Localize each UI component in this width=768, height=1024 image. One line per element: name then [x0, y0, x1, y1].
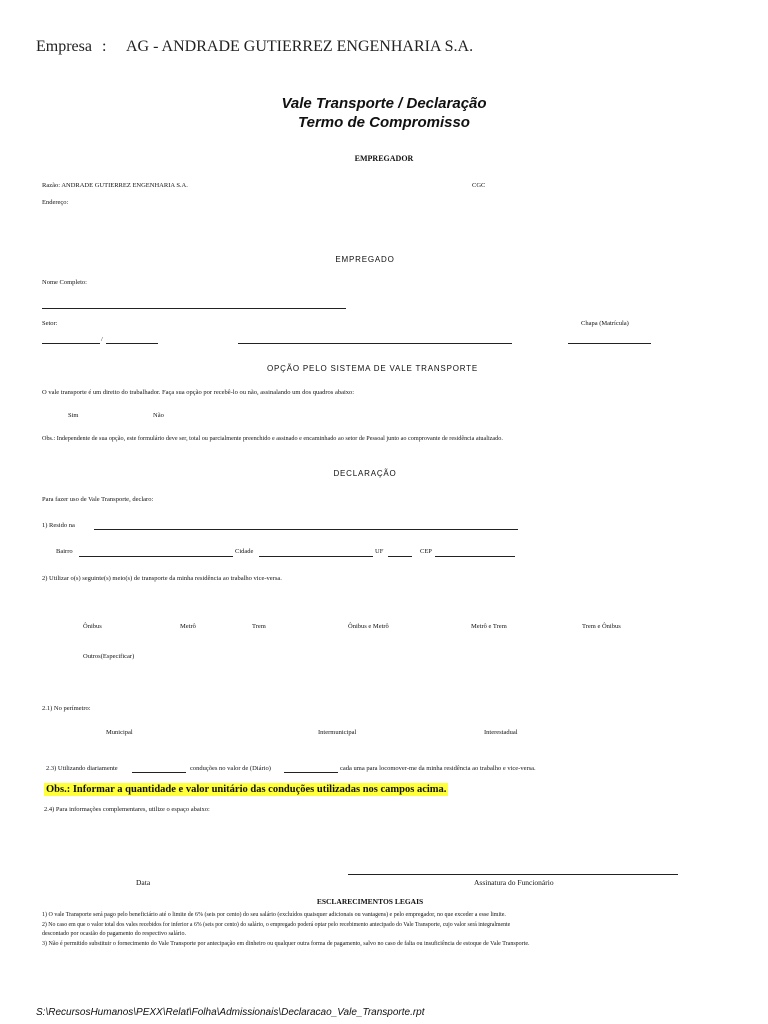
opcao-text: O vale transporte é um direito do trabalhador. Faça sua opção por recebê-lo ou não, assinalando um dos quadros abaixo: — [42, 389, 355, 396]
assinatura-label: Assinatura do Funcionário — [474, 878, 554, 887]
company-label: Empresa — [36, 38, 92, 55]
mode-onibus-metro: Ônibus e Metrô — [348, 623, 389, 630]
section-empregador: EMPREGADOR — [354, 154, 414, 163]
q23-part-a: 2.3) Utilizando diariamente — [46, 765, 118, 772]
obs-highlight: Obs.: Informar a quantidade e valor unitário das conduções utilizadas nos campos acima. — [46, 784, 447, 795]
mode-metro-trem: Metrô e Trem — [471, 623, 507, 630]
section-empregado: EMPREGADO — [335, 255, 395, 264]
q1-label: 1) Resido na — [42, 522, 75, 529]
cgc-label: CGC — [472, 182, 486, 189]
cep-line — [435, 556, 515, 557]
section-declaracao: DECLARAÇÃO — [333, 469, 397, 478]
file-path: S:\RecursosHumanos\PEXX\Relat\Folha\Admissionais\Declaracao_Vale_Transporte.rpt — [36, 1007, 425, 1018]
signature-line — [348, 874, 678, 875]
declaracao-intro: Para fazer uso de Vale Transporte, declaro: — [42, 496, 154, 503]
document-title: Vale Transporte / Declaração — [281, 95, 487, 112]
uf-line — [388, 556, 412, 557]
opcao-obs: Obs.: Independente de sua opção, este formulário deve ser, total ou parcialmente preenchido e assinado e encaminhado ao setor de Pessoal junto ao comprovante de residência atualizado. — [42, 435, 503, 442]
uf-label: UF — [375, 548, 384, 555]
company-separator: : — [102, 38, 107, 55]
opcao-sim: Sim — [68, 412, 79, 419]
q23-value-line — [284, 772, 338, 773]
bairro-label: Bairro — [56, 548, 73, 555]
endereco-label: Endereço: — [42, 199, 69, 206]
mode-trem-onibus: Trem e Ônibus — [582, 623, 621, 630]
q23-part-c: cada uma para locomover-me da minha residência ao trabalho e vice-versa. — [340, 765, 536, 772]
setor-line-3 — [238, 343, 512, 344]
chapa-line — [568, 343, 651, 344]
nome-completo-line — [42, 308, 346, 309]
company-name: AG - ANDRADE GUTIERREZ ENGENHARIA S.A. — [126, 38, 474, 55]
section-opcao: OPÇÃO PELO SISTEMA DE VALE TRANSPORTE — [267, 364, 478, 373]
setor-slash: / — [101, 336, 103, 343]
esclarecimento-3: 3) Não é permitido substituir o fornecimento do Vale Transporte por antecipação em dinheiro ou qualquer outra forma de pagamento, salvo no caso de falta ou insuficiência de estoque de Vale Transporte. — [42, 941, 530, 947]
endereco-line — [94, 529, 518, 530]
data-label: Data — [136, 878, 151, 887]
opcao-nao: Não — [153, 412, 164, 419]
esclarecimento-2b: descontado por ocasião do pagamento do respectivo salário. — [42, 931, 186, 937]
perimetro-intermunicipal: Intermunicipal — [318, 729, 357, 736]
q23-quantity-line — [132, 772, 186, 773]
bairro-line — [79, 556, 233, 557]
document-subtitle: Termo de Compromisso — [298, 114, 470, 131]
nome-completo-label: Nome Completo: — [42, 279, 87, 286]
chapa-label: Chapa (Matrícula) — [581, 320, 629, 327]
q24-label: 2.4) Para informações complementares, utilize o espaço abaixo: — [44, 806, 210, 813]
setor-line-1 — [42, 343, 100, 344]
mode-outros: Outros(Especificar) — [83, 653, 135, 660]
setor-label: Setor: — [42, 320, 58, 327]
cep-label: CEP — [420, 548, 432, 555]
q23-part-b: conduções no valor de (Diário) — [190, 765, 271, 772]
cidade-line — [259, 556, 373, 557]
cidade-label: Cidade — [235, 548, 254, 555]
section-esclarecimentos: ESCLARECIMENTOS LEGAIS — [316, 897, 424, 906]
setor-line-2 — [106, 343, 158, 344]
razao-social: Razão: ANDRADE GUTIERREZ ENGENHARIA S.A. — [42, 182, 188, 189]
perimetro-municipal: Municipal — [106, 729, 133, 736]
mode-metro: Metrô — [180, 623, 196, 630]
mode-onibus: Ônibus — [83, 623, 102, 630]
esclarecimento-1: 1) O vale Transporte será pago pelo beneficiário até o limite de 6% (seis por cento) do seu salário (excluídos quaisquer adicionais ou vantagens) e pelo empregador, no que exceder a esse limite. — [42, 912, 506, 918]
perimetro-interestadual: Interestadual — [484, 729, 518, 736]
q2-label: 2) Utilizar o(s) seguinte(s) meio(s) de transporte da minha residência ao trabalho vice-versa. — [42, 575, 282, 582]
mode-trem: Trem — [252, 623, 266, 630]
esclarecimento-2a: 2) No caso em que o valor total dos vales recebidos for inferior a 6% (seis por cento) do salário, o empregado poderá optar pelo recebimento antecipado do Vale Transporte, cujo valor será integralmente — [42, 922, 511, 928]
q21-label: 2.1) No perímetro: — [42, 705, 91, 712]
